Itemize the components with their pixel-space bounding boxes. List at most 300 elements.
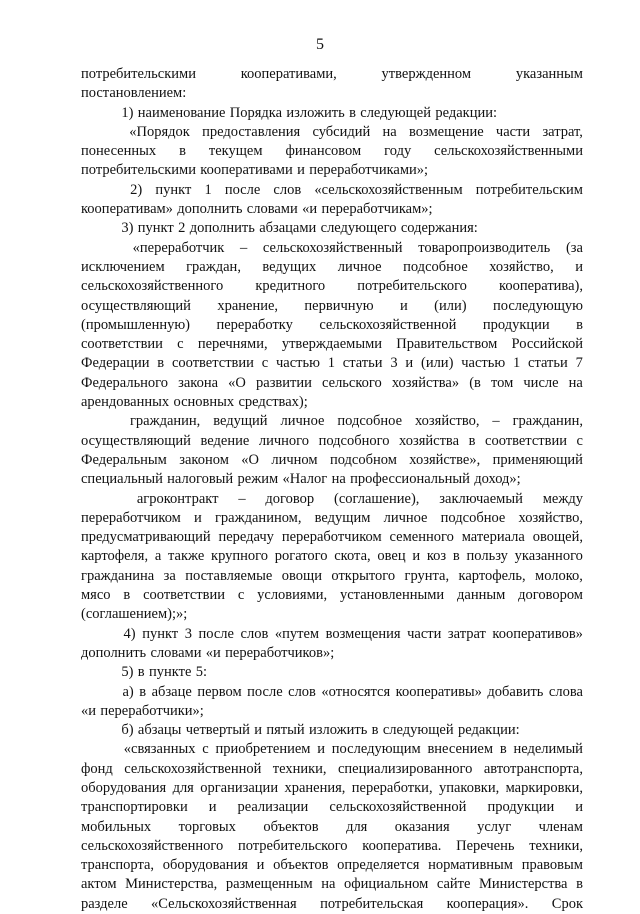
word: кооперация». bbox=[446, 895, 529, 912]
word: членам bbox=[538, 818, 583, 835]
word: соответствии bbox=[171, 355, 254, 372]
word: субсидий bbox=[312, 123, 371, 140]
word: Федерации bbox=[81, 355, 150, 372]
word: содержания: bbox=[400, 220, 478, 237]
word: Министерства bbox=[479, 876, 568, 893]
word: также bbox=[168, 548, 205, 565]
word: понесенных bbox=[81, 143, 157, 160]
word: личное bbox=[383, 509, 428, 526]
word: материала bbox=[461, 529, 525, 546]
word: (в bbox=[469, 374, 481, 391]
word: переработчиками»; bbox=[309, 162, 429, 179]
word: подсобного bbox=[318, 432, 390, 449]
word: объектов bbox=[263, 818, 319, 835]
word: после bbox=[247, 683, 283, 700]
text-line bbox=[81, 277, 583, 296]
word: транспортировки bbox=[81, 799, 188, 816]
word: и bbox=[194, 509, 202, 526]
word: последующую bbox=[492, 297, 583, 314]
word: слов bbox=[288, 683, 316, 700]
word: переработку bbox=[216, 316, 293, 333]
word: абзацами bbox=[259, 220, 317, 237]
word: автотранспорта, bbox=[483, 760, 583, 777]
word: хозяйство, bbox=[518, 509, 583, 526]
word: б) bbox=[121, 722, 134, 739]
word: оборудования bbox=[81, 779, 167, 796]
word: хозяйства bbox=[399, 432, 460, 449]
word: официальном bbox=[344, 876, 429, 893]
text-line bbox=[81, 297, 583, 316]
word: добавить bbox=[487, 683, 544, 700]
word: пункт bbox=[155, 181, 192, 198]
word: в bbox=[179, 143, 186, 160]
word: применяющий bbox=[492, 451, 583, 468]
word: оборудования bbox=[162, 857, 248, 874]
word: «и bbox=[81, 702, 97, 719]
word: «О bbox=[228, 374, 246, 391]
word: кооперативам» bbox=[81, 201, 173, 218]
word: заключаемый bbox=[439, 490, 523, 507]
text-line bbox=[81, 663, 583, 682]
word: с bbox=[261, 355, 269, 372]
word: и bbox=[254, 722, 263, 739]
word: налоговый bbox=[167, 471, 234, 488]
paragraph-indent bbox=[81, 740, 117, 759]
word: гражданина bbox=[81, 567, 155, 584]
word: законом bbox=[179, 451, 229, 468]
word: транспорта, bbox=[81, 857, 155, 874]
word: перечнями, bbox=[197, 336, 268, 353]
word: сельскохозяйственный bbox=[262, 239, 403, 256]
text-line bbox=[81, 605, 583, 624]
word: и bbox=[400, 297, 408, 314]
text-line bbox=[81, 586, 583, 605]
word: «сельскохозяйственным bbox=[314, 181, 463, 198]
word: подсобное bbox=[337, 413, 403, 430]
word: потребительским bbox=[475, 181, 583, 198]
word: хозяйство, bbox=[414, 413, 480, 430]
word: «Сельскохозяйственная bbox=[151, 895, 297, 912]
text-line bbox=[81, 837, 583, 856]
word: возмещение bbox=[408, 123, 484, 140]
word: (промышленную) bbox=[81, 316, 190, 333]
text-line bbox=[81, 451, 583, 470]
word: следующей bbox=[360, 104, 432, 121]
word: поставляемые bbox=[185, 567, 273, 584]
word: «О bbox=[241, 451, 259, 468]
paragraph-indent bbox=[81, 721, 117, 740]
word: в bbox=[499, 741, 507, 758]
word: и bbox=[412, 548, 421, 565]
word: следующей bbox=[382, 722, 454, 739]
word: изложить bbox=[308, 722, 368, 739]
word: пятый bbox=[266, 722, 305, 739]
word: арендованных bbox=[81, 394, 170, 411]
word: «и bbox=[205, 644, 221, 661]
word: личном bbox=[271, 451, 318, 468]
word: «переработчик bbox=[132, 239, 225, 256]
paragraph-indent bbox=[81, 219, 117, 238]
word: упаковки, bbox=[438, 779, 500, 796]
text-line bbox=[81, 818, 583, 837]
word: сельского bbox=[322, 374, 382, 391]
word: затрат bbox=[447, 625, 486, 642]
word: переработки, bbox=[351, 779, 433, 796]
text-line bbox=[81, 316, 583, 335]
word: и bbox=[208, 799, 217, 816]
word: хранения, bbox=[284, 779, 346, 796]
word: картофель, bbox=[458, 567, 526, 584]
text-line bbox=[81, 239, 583, 258]
paragraph-indent bbox=[81, 104, 117, 123]
word: разделе bbox=[81, 895, 128, 912]
word: кооператива), bbox=[499, 278, 583, 295]
word: «Порядок bbox=[129, 123, 190, 140]
word: приобретением bbox=[215, 741, 311, 758]
word: «и bbox=[302, 201, 318, 218]
word: предусматривающий bbox=[81, 529, 211, 546]
word: числе bbox=[523, 374, 559, 391]
word: между bbox=[542, 490, 583, 507]
word: организации bbox=[200, 779, 279, 796]
word: овощей, bbox=[532, 529, 583, 546]
word: размещенным bbox=[225, 876, 313, 893]
word: 1 bbox=[327, 355, 335, 372]
word: актом bbox=[81, 876, 117, 893]
word: ведущий bbox=[213, 413, 268, 430]
text-line bbox=[81, 567, 583, 586]
word: редакции: bbox=[457, 722, 520, 739]
word: мобильных bbox=[81, 818, 152, 835]
word: в bbox=[137, 664, 145, 681]
text-line bbox=[81, 432, 583, 451]
word: договор bbox=[265, 490, 315, 507]
word: текущем bbox=[208, 143, 263, 160]
word: ведущим bbox=[314, 509, 371, 526]
word: пользу bbox=[466, 548, 508, 565]
paragraph-indent bbox=[81, 239, 117, 258]
word: после bbox=[224, 181, 261, 198]
word: четвертый bbox=[185, 722, 250, 739]
text-line bbox=[81, 374, 583, 393]
word: внесением bbox=[427, 741, 494, 758]
word: доход»; bbox=[474, 471, 521, 488]
word: гражданином, bbox=[214, 509, 302, 526]
word: ведение bbox=[200, 432, 250, 449]
word: сельскохозяйственного bbox=[81, 278, 224, 295]
word: 2 bbox=[178, 220, 186, 237]
word: последующим bbox=[331, 741, 421, 758]
word: том bbox=[490, 374, 514, 391]
word: слов bbox=[273, 181, 302, 198]
word: 5) bbox=[121, 664, 134, 681]
word: словами bbox=[246, 201, 298, 218]
word: 1) bbox=[121, 104, 134, 121]
text-line bbox=[81, 490, 583, 509]
paragraph-indent bbox=[81, 625, 117, 644]
word: Федерального bbox=[81, 374, 169, 391]
word: услуг bbox=[477, 818, 512, 835]
text-line bbox=[81, 412, 583, 431]
word: объектов bbox=[273, 857, 329, 874]
word: с bbox=[177, 336, 184, 353]
word: сельскохозяйственными bbox=[434, 143, 583, 160]
word: сельскохозяйственной bbox=[329, 799, 467, 816]
word: в bbox=[576, 316, 583, 333]
word: соответствии bbox=[81, 336, 163, 353]
word: сельскохозяйственного bbox=[81, 837, 224, 854]
word: «относятся bbox=[321, 683, 391, 700]
text-line bbox=[81, 161, 583, 180]
word: изложить bbox=[286, 104, 345, 121]
word: 3 bbox=[390, 355, 398, 372]
word: условиями, bbox=[257, 587, 328, 604]
word: установленными bbox=[340, 587, 445, 604]
word: с bbox=[202, 741, 209, 758]
text-line bbox=[81, 625, 583, 644]
word: в bbox=[576, 876, 583, 893]
word: хозяйстве», bbox=[409, 451, 481, 468]
word: кооперативами, bbox=[240, 66, 337, 82]
document-body bbox=[81, 65, 583, 914]
word: 2) bbox=[130, 181, 143, 198]
word: (или) bbox=[434, 297, 467, 314]
word: и bbox=[297, 162, 305, 179]
word: в bbox=[157, 355, 165, 372]
word: первом bbox=[197, 683, 242, 700]
page-number: 5 bbox=[316, 36, 324, 53]
text-line bbox=[81, 721, 583, 740]
word: семенного bbox=[389, 529, 454, 546]
word: потребительскими bbox=[81, 162, 196, 179]
word: осуществляющий bbox=[81, 297, 191, 314]
text-line bbox=[81, 219, 583, 238]
word: грунта, bbox=[404, 567, 450, 584]
word: Срок bbox=[551, 895, 583, 912]
word: специальный bbox=[81, 471, 163, 488]
word: 3 bbox=[184, 625, 192, 642]
text-line bbox=[81, 644, 583, 663]
word: дополнить bbox=[189, 220, 255, 237]
word: пункт bbox=[137, 220, 174, 237]
word: финансовом bbox=[285, 143, 362, 160]
text-line bbox=[81, 470, 583, 489]
text-line bbox=[81, 104, 583, 123]
word: кредитного bbox=[255, 278, 326, 295]
word: неделимый bbox=[513, 741, 583, 758]
text-line bbox=[81, 760, 583, 779]
word: статьи bbox=[528, 355, 568, 372]
word: кооперативов» bbox=[492, 625, 583, 642]
paragraph-indent bbox=[81, 181, 117, 200]
word: дополнить bbox=[81, 644, 147, 661]
word: статьи bbox=[342, 355, 383, 372]
word: утверждаемыми bbox=[281, 336, 382, 353]
word: на bbox=[321, 876, 336, 893]
word: указанным bbox=[515, 66, 583, 82]
word: для bbox=[172, 779, 194, 796]
word: договором bbox=[518, 587, 583, 604]
paragraph-indent bbox=[81, 490, 117, 509]
text-line bbox=[81, 200, 583, 219]
paragraph-indent bbox=[81, 683, 117, 702]
word: потребительская bbox=[320, 895, 424, 912]
word: Российской bbox=[511, 336, 583, 353]
word: переработчиком bbox=[281, 529, 382, 546]
word: средствах); bbox=[238, 394, 308, 411]
word: 1 bbox=[512, 355, 521, 372]
word: и bbox=[405, 355, 414, 372]
word: гражданин, bbox=[129, 413, 201, 430]
word: постановлением: bbox=[81, 85, 187, 102]
word: определяется bbox=[337, 857, 420, 874]
word: – bbox=[238, 490, 246, 507]
word: техники, bbox=[272, 760, 327, 777]
word: слова bbox=[548, 683, 583, 700]
text-line bbox=[81, 65, 583, 84]
word: с bbox=[576, 432, 583, 449]
text-line bbox=[81, 702, 583, 721]
word: на bbox=[331, 471, 346, 488]
text-line bbox=[81, 779, 583, 798]
word: граждан, bbox=[186, 258, 241, 275]
word: ведущих bbox=[262, 258, 317, 275]
text-line bbox=[81, 84, 583, 103]
text-line bbox=[81, 123, 583, 142]
word: в bbox=[139, 683, 147, 700]
word: хозяйства» bbox=[391, 374, 460, 391]
word: режим bbox=[237, 471, 279, 488]
word: «связанных bbox=[123, 741, 196, 758]
paragraph-indent bbox=[81, 663, 117, 682]
text-line bbox=[81, 142, 583, 161]
word: товаропроизводитель bbox=[418, 239, 551, 256]
word: 4) bbox=[123, 625, 136, 642]
word: дополнить bbox=[177, 201, 243, 218]
word: в bbox=[123, 587, 131, 604]
word: пункте bbox=[148, 664, 192, 681]
word: (соглашение), bbox=[334, 490, 420, 507]
word: подсобное bbox=[403, 258, 468, 275]
word: соответствии bbox=[143, 587, 226, 604]
word: Правительством bbox=[396, 336, 498, 353]
word: подсобном bbox=[329, 451, 397, 468]
word: развитии bbox=[256, 374, 312, 391]
word: 5: bbox=[195, 664, 208, 681]
word: 3) bbox=[121, 220, 134, 237]
paragraph-indent bbox=[81, 123, 117, 142]
word: (или) bbox=[420, 355, 454, 372]
text-line bbox=[81, 740, 583, 759]
word: потребительского bbox=[357, 278, 467, 295]
word: правовым bbox=[521, 857, 583, 874]
word: части bbox=[495, 123, 531, 140]
word: редакции: bbox=[435, 104, 498, 121]
word: с bbox=[237, 587, 245, 604]
word: словами bbox=[150, 644, 202, 661]
text-line bbox=[81, 875, 583, 894]
word: техники, bbox=[529, 837, 583, 854]
word: потребительскими bbox=[81, 66, 196, 82]
text-line bbox=[81, 509, 583, 528]
word: реализации bbox=[237, 799, 309, 816]
word: гражданин, bbox=[512, 413, 583, 430]
word: продукции bbox=[487, 799, 555, 816]
word: крупного bbox=[211, 548, 268, 565]
word: возмещения bbox=[325, 625, 401, 642]
word: а) bbox=[122, 683, 134, 700]
word: агроконтракт bbox=[136, 490, 219, 507]
word: следующего bbox=[320, 220, 397, 237]
word: первичную bbox=[304, 297, 374, 314]
word: скота, bbox=[334, 548, 371, 565]
word: Федеральным bbox=[81, 451, 167, 468]
word: кооперативы» bbox=[395, 683, 482, 700]
word: 1 bbox=[204, 181, 212, 198]
word: в bbox=[371, 722, 379, 739]
word: и bbox=[256, 857, 265, 874]
word: – bbox=[240, 239, 248, 256]
word: личное bbox=[337, 258, 382, 275]
text-line bbox=[81, 393, 583, 412]
word: картофеля, bbox=[81, 548, 149, 565]
text-line bbox=[81, 335, 583, 354]
word: переработчики»; bbox=[100, 702, 204, 719]
word: Порядка bbox=[229, 104, 283, 121]
word: мясо bbox=[81, 587, 111, 604]
word: подсобное bbox=[440, 509, 506, 526]
word: фонд bbox=[81, 760, 113, 777]
word: предоставления bbox=[202, 123, 301, 140]
word: овощи bbox=[281, 567, 322, 584]
word: и bbox=[317, 741, 326, 758]
word: (за bbox=[565, 239, 583, 256]
word: – bbox=[492, 413, 500, 430]
word: молоко, bbox=[535, 567, 583, 584]
text-line bbox=[81, 181, 583, 200]
word: слов bbox=[240, 625, 269, 642]
word: переработчиком bbox=[81, 509, 181, 526]
word: маркировки, bbox=[505, 779, 583, 796]
word: осуществляющий bbox=[81, 432, 191, 449]
word: «путем bbox=[274, 625, 320, 642]
text-line bbox=[81, 856, 583, 875]
text-line bbox=[81, 528, 583, 547]
word: специализированного bbox=[337, 760, 473, 777]
word: указанного bbox=[514, 548, 583, 565]
word: наименование bbox=[137, 104, 226, 121]
word: личного bbox=[258, 432, 309, 449]
word: пункт bbox=[142, 625, 179, 642]
word: личное bbox=[280, 413, 325, 430]
word: затрат, bbox=[542, 123, 583, 140]
text-line bbox=[81, 547, 583, 566]
word: абзацы bbox=[137, 722, 182, 739]
word: (соглашением);»; bbox=[81, 606, 188, 623]
word: на bbox=[568, 374, 583, 391]
word: оказания bbox=[394, 818, 450, 835]
word: для bbox=[346, 818, 368, 835]
paragraph-indent bbox=[81, 412, 117, 431]
word: сельскохозяйственной bbox=[124, 760, 262, 777]
word: нормативным bbox=[428, 857, 513, 874]
word: в bbox=[468, 432, 476, 449]
word: сельскохозяйственной bbox=[319, 316, 457, 333]
word: данным bbox=[457, 587, 506, 604]
word: открытого bbox=[331, 567, 396, 584]
word: овец bbox=[377, 548, 406, 565]
word: хранение, bbox=[217, 297, 279, 314]
